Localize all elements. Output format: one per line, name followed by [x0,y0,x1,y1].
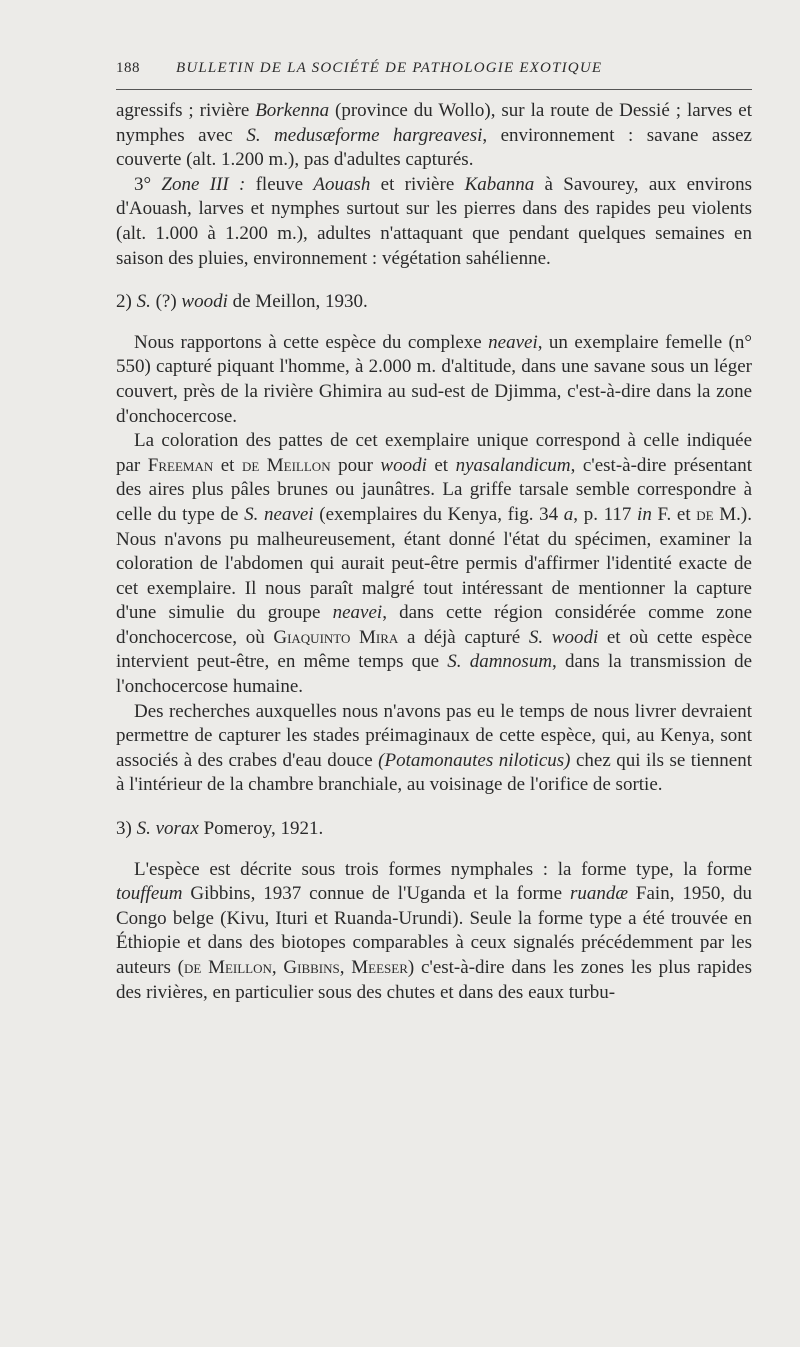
journal-title: BULLETIN DE LA SOCIÉTÉ DE PATHOLOGIE EXOTIQUE [176,60,603,76]
section-heading-woodi: 2) S. (?) woodi de Meillon, 1930. [116,291,368,313]
paragraph-woodi-coloration: La coloration des pattes de cet exemplaire unique correspond à celle indiquée par Freeman et de Meillon pour woodi et nyasalandicum, c'est-à-dire présentant des aires plus pâles brunes ou jaunâtres. La griffe tarsale semble correspondre à celle du type de S. neavei (exemplaires du Kenya, fig. 34 a, p. 117 in F. et de M.). Nous n'avons pu malheureusement, étant donné l'état du spécimen, examiner la coloration de l'abdomen qui aurait peut-être permis d'affirmer l'identité exacte de cet exemplaire. Il nous paraît malgré tout intéressant de mentionner la capture d'une simulie du groupe neavei, dans cette région considérée comme zone d'onchocercose, où Giaquinto Mira a déjà capturé S. woodi et où cette espèce intervient peut-être, en même temps que S. damnosum, dans la transmission de l'onchocercose humaine. [116,430,753,698]
paragraph-zone-ii-continuation: agressifs ; rivière Borkenna (province du Wollo), sur la route de Dessié ; larves et nymphes avec S. medusæforme hargreavesi, environnement : savane assez couverte (alt. 1.200 m.), pas d'adultes capturés. [116,100,752,171]
paragraph-woodi-specimen: Nous rapportons à cette espèce du complexe neavei, un exemplaire femelle (n° 550) capturé piquant l'homme, à 2.000 m. d'altitude, dans une savane sous un léger couvert, près de la rivière Ghimira au sud-est de Djimma, c'est-à-dire dans la zone d'onchocercose. [116,331,752,427]
page-number: 188 [116,60,140,76]
section-heading-vorax: 3) S. vorax Pomeroy, 1921. [116,818,324,840]
paragraph-vorax: L'espèce est décrite sous trois formes nymphales : la forme type, la forme touffeum Gibbins, 1937 connue de l'Uganda et la forme ruandæ Fain, 1950, du Congo belge (Kivu, Ituri et Ruanda-Urundi). Seule la forme type a été trouvée en Éthiopie et dans des biotopes comparables à ceux signalés précédemment par les auteurs (de Meillon, Gibbins, Meeser) c'est-à-dire dans les zones les plus rapides des rivières, en particulier sous des chutes et dans des eaux turbu- [116,858,753,1003]
running-header [116,60,752,77]
header-rule [116,89,752,90]
paragraph-woodi-research: Des recherches auxquelles nous n'avons pas eu le temps de nous livrer devraient permettre de capturer les stades préimaginaux de cette espèce, qui, au Kenya, sont associés à des crabes d'eau douce (Potamonautes niloticus) chez qui ils se tiennent à l'intérieur de la chambre branchiale, au voisinage de l'orifice de sortie. [116,700,753,796]
paragraph-zone-iii: 3° Zone III : fleuve Aouash et rivière Kabanna à Savourey, aux environs d'Aouash, larves et nymphes surtout sur les pierres dans des rapides peu violents (alt. 1.000 à 1.200 m.), adultes n'attaquant que pendant quelques semaines en saison des pluies, environnement : végétation sahélienne. [116,173,753,269]
body-text [116,99,752,1005]
